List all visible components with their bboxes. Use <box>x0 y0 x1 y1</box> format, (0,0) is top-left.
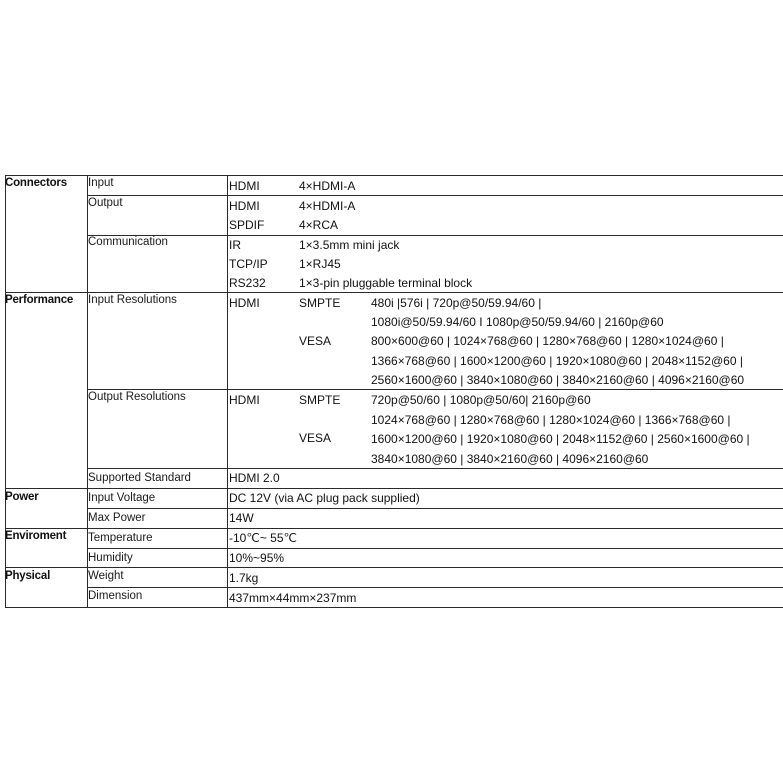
input-smpte-line-1: 480i |576i | 720p@50/59.94/60 | <box>371 296 542 310</box>
comm-value-ir: 1×3.5mm mini jack <box>299 238 400 252</box>
input-vesa-line-2: 1366×768@60 | 1600×1200@60 | 1920×1080@60 | 2048×1152@60 | <box>371 354 743 368</box>
output-smpte-label: SMPTE <box>299 393 341 407</box>
supported-standard-value: HDMI 2.0 <box>229 471 280 485</box>
table-bottom-border <box>5 607 783 608</box>
output-vesa-line-2: 1600×1200@60 | 1920×1080@60 | 2048×1152@60 | 2560×1600@60 | <box>371 432 750 446</box>
row-divider <box>87 195 783 196</box>
group-performance: Performance <box>5 294 74 306</box>
comm-type-tcpip: TCP/IP <box>229 257 268 271</box>
group-physical: Physical <box>5 570 51 582</box>
group-power: Power <box>5 491 39 503</box>
item-communication: Communication <box>88 236 168 248</box>
input-smpte-line-2: 1080i@50/59.94/60 I 1080p@50/59.94/60 | 2160p@60 <box>371 315 664 329</box>
item-output-resolutions: Output Resolutions <box>88 391 186 403</box>
input-vesa-label: VESA <box>299 334 332 348</box>
row-divider <box>87 587 783 588</box>
group-divider <box>5 528 783 529</box>
output-vesa-label: VESA <box>299 431 332 445</box>
weight-value: 1.7kg <box>229 571 259 585</box>
output-value-hdmi: 4×HDMI-A <box>299 199 356 213</box>
item-input-resolutions: Input Resolutions <box>88 294 177 306</box>
comm-type-ir: IR <box>229 238 241 252</box>
row-divider <box>87 548 783 549</box>
output-value-spdif: 4×RCA <box>299 218 339 232</box>
output-vesa-line-3: 3840×1080@60 | 3840×2160@60 | 4096×2160@60 <box>371 452 649 466</box>
output-type-spdif: SPDIF <box>229 218 265 232</box>
comm-type-rs232: RS232 <box>229 276 266 290</box>
input-type: HDMI <box>229 179 260 193</box>
max-power-value: 14W <box>229 511 254 525</box>
item-input-voltage: Input Voltage <box>88 492 156 504</box>
input-res-type: HDMI <box>229 296 260 310</box>
table-left-border <box>5 175 6 608</box>
output-vesa-line-1: 1024×768@60 | 1280×768@60 | 1280×1024@60 | 1366×768@60 | <box>371 413 731 427</box>
input-smpte-label: SMPTE <box>299 296 341 310</box>
row-divider <box>87 468 783 469</box>
dimension-value: 437mm×44mm×237mm <box>229 591 357 605</box>
output-type-hdmi: HDMI <box>229 199 260 213</box>
item-input: Input <box>88 177 114 189</box>
input-vesa-line-3: 2560×1600@60 | 3840×1080@60 | 3840×2160@60 | 4096×2160@60 <box>371 373 745 387</box>
item-weight: Weight <box>88 570 124 582</box>
comm-value-rs232: 1×3-pin pluggable terminal block <box>299 276 473 290</box>
group-connectors: Connectors <box>5 177 67 189</box>
comm-value-tcpip: 1×RJ45 <box>299 257 341 271</box>
output-smpte-line-1: 720p@50/60 | 1080p@50/60| 2160p@60 <box>371 393 591 407</box>
item-max-power: Max Power <box>88 512 146 524</box>
table-top-border <box>5 175 783 176</box>
output-res-type: HDMI <box>229 393 260 407</box>
input-value: 4×HDMI-A <box>299 179 356 193</box>
item-humidity: Humidity <box>88 552 133 564</box>
group-environment: Enviroment <box>5 530 67 542</box>
input-vesa-line-1: 800×600@60 | 1024×768@60 | 1280×768@60 | 1280×1024@60 | <box>371 334 724 348</box>
group-divider <box>5 488 783 489</box>
row-divider <box>87 508 783 509</box>
item-supported-standard: Supported Standard <box>88 472 191 484</box>
row-divider <box>87 389 783 390</box>
item-output: Output <box>88 197 123 209</box>
temperature-value: -10℃~ 55℃ <box>229 531 297 545</box>
input-voltage-value: DC 12V (via AC plug pack supplied) <box>229 491 420 505</box>
column-divider <box>227 175 228 608</box>
row-divider <box>87 235 783 236</box>
item-dimension: Dimension <box>88 590 143 602</box>
group-divider <box>5 567 783 568</box>
humidity-value: 10%~95% <box>229 551 285 565</box>
item-temperature: Temperature <box>88 532 153 544</box>
